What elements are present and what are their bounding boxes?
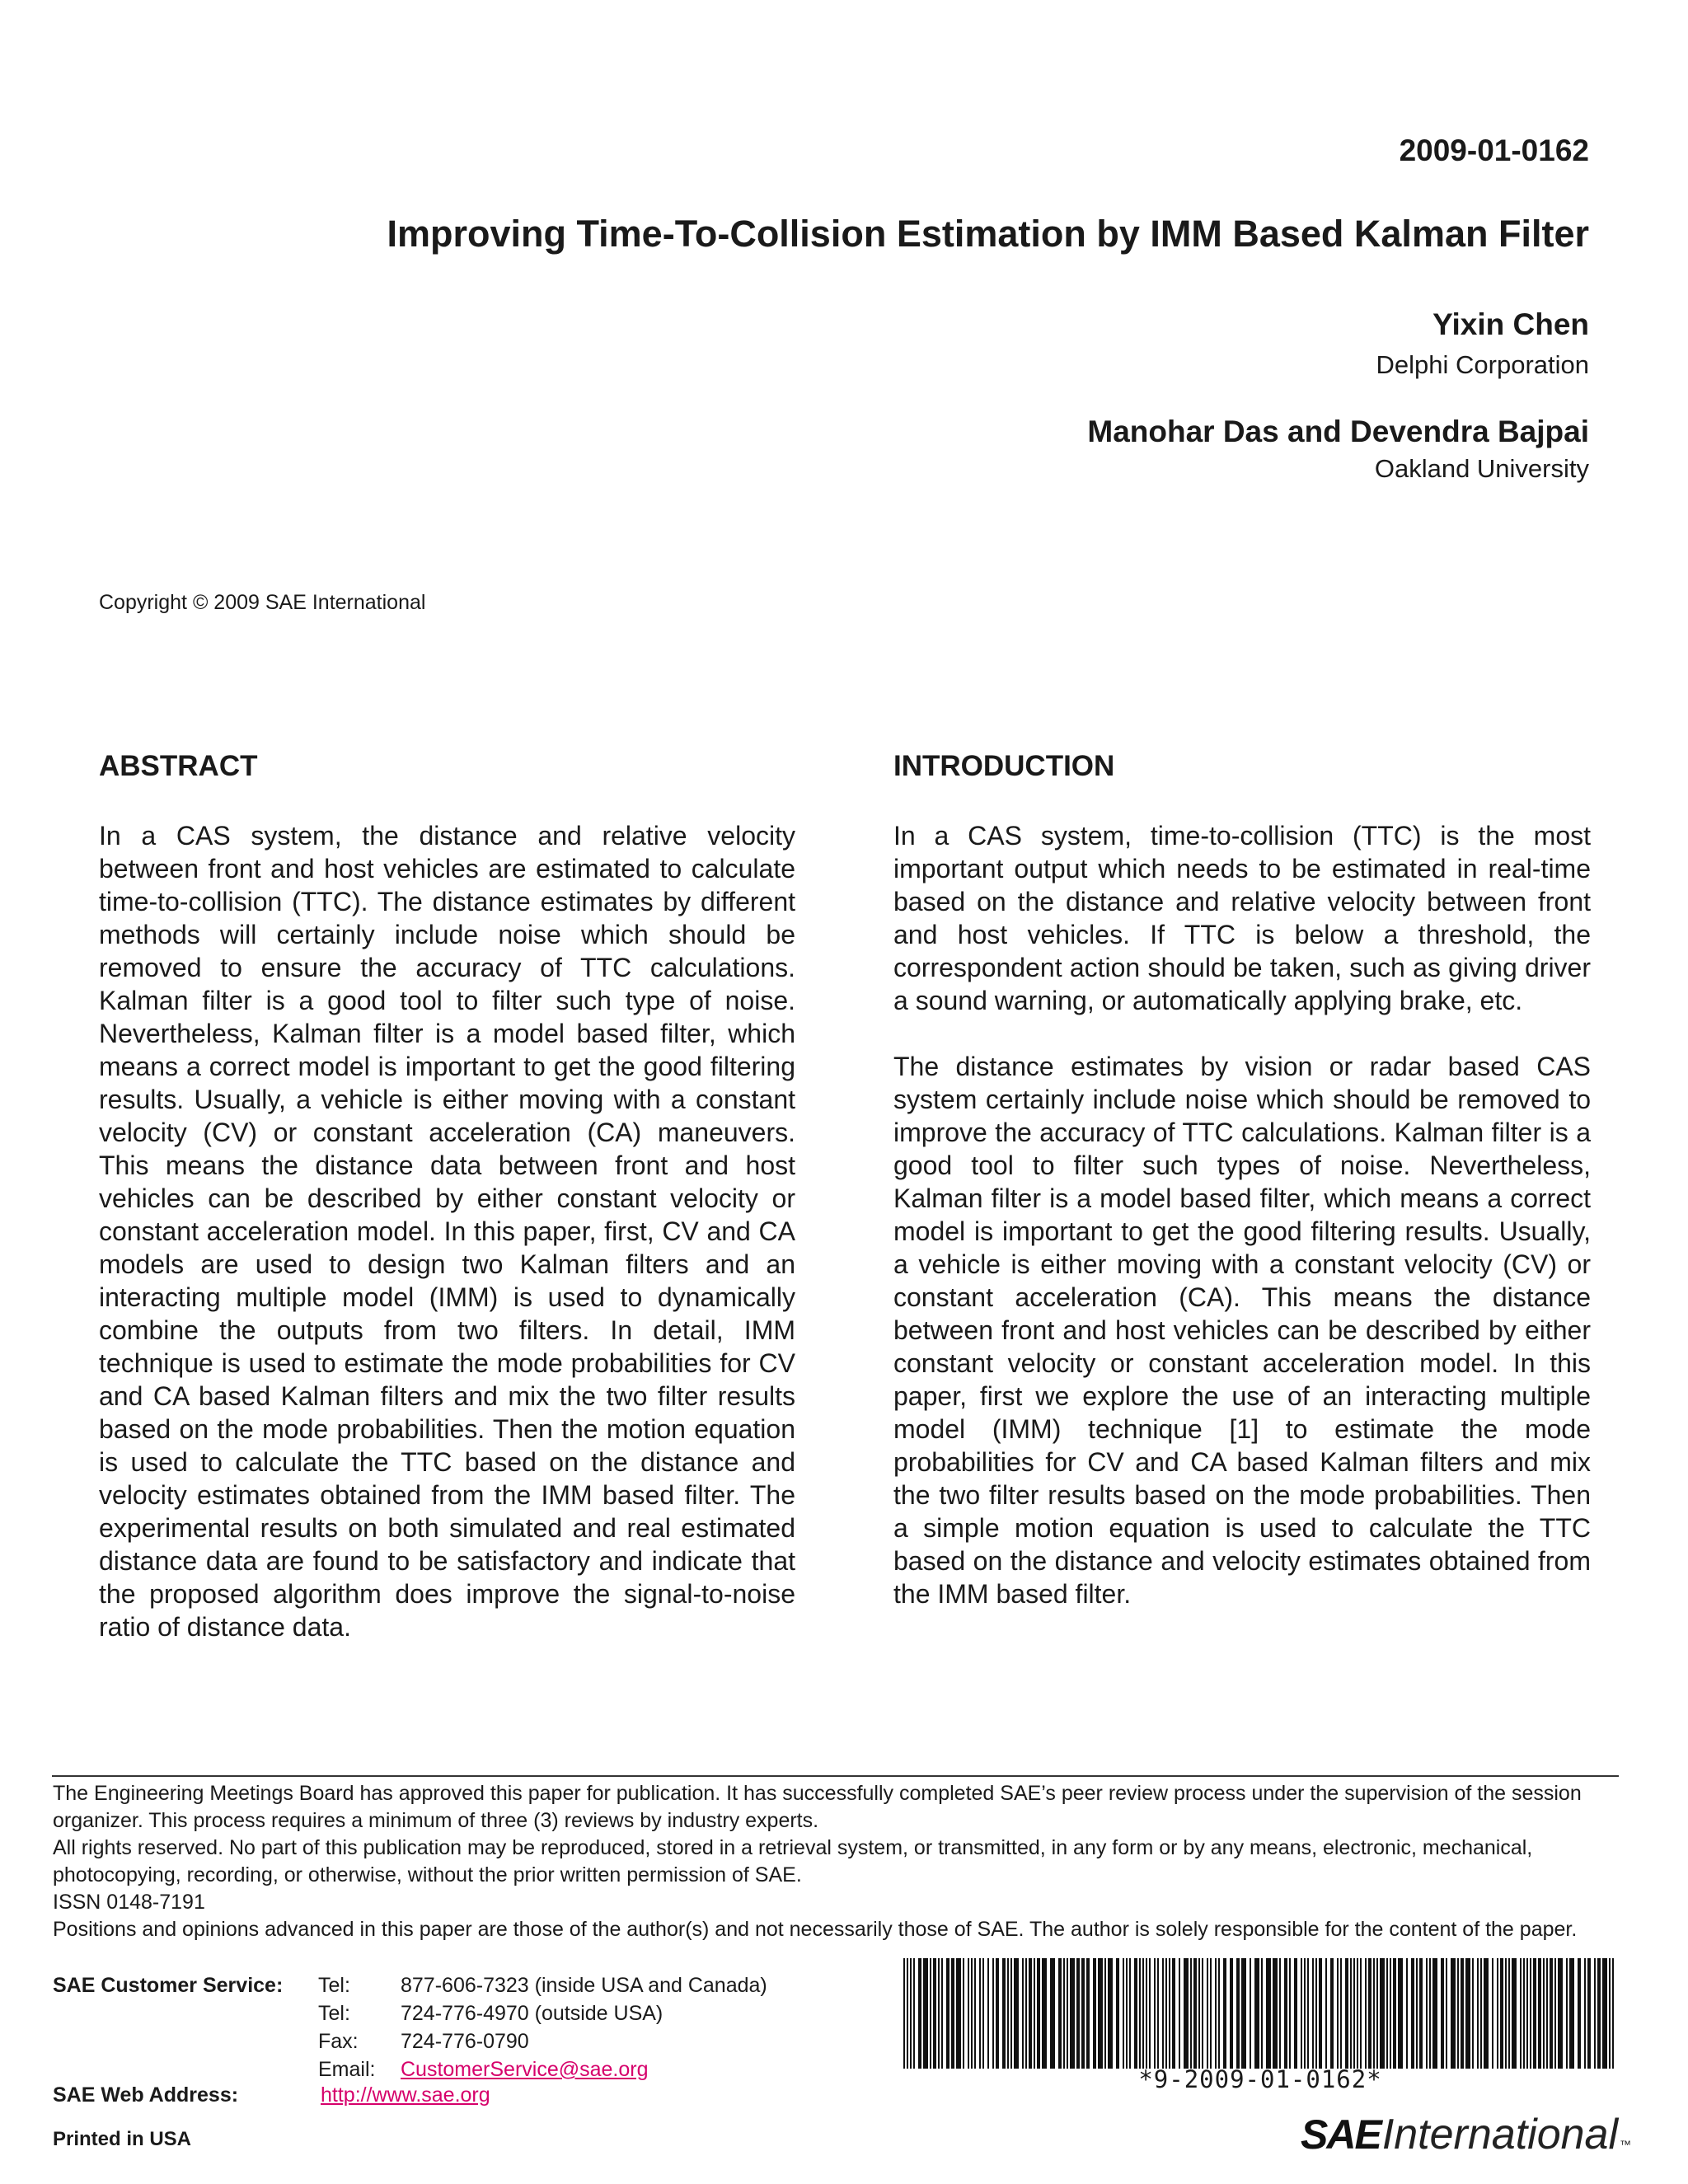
barcode-bar (1223, 1958, 1226, 2069)
barcode-bar (1029, 1958, 1032, 2069)
barcode-bar (1446, 1958, 1447, 2069)
barcode-bar (1261, 1958, 1263, 2069)
footer-divider (52, 1775, 1619, 1777)
barcode-bar (1063, 1958, 1065, 2069)
barcode-bar (1594, 1958, 1596, 2069)
barcode-bar (1508, 1958, 1510, 2069)
tel-number: 877-606-7323 (inside USA and Canada) (401, 1974, 767, 1997)
barcode-bar (1365, 1958, 1367, 2069)
barcode-bar (968, 1958, 969, 2069)
barcode-bar (1058, 1958, 1062, 2069)
barcode-bar (1526, 1958, 1528, 2069)
barcode-bar (1350, 1958, 1352, 2069)
barcode-text: *9-2009-01-0162* (1138, 2065, 1382, 2093)
barcode-bar (1241, 1958, 1246, 2069)
barcode-bar (1612, 1958, 1614, 2069)
barcode-bar (1380, 1958, 1385, 2069)
barcode-bar (1505, 1958, 1507, 2069)
footer-note: The Engineering Meetings Board has approved this paper for publication. It has successfully completed SAE’s peer review process under the supervision of the session organizer. This process requires a minimum of three (3) reviews by industry experts. (53, 1782, 1582, 1832)
barcode-bar (1429, 1958, 1431, 2069)
barcode-bar (1477, 1958, 1479, 2069)
barcode-bar (913, 1958, 915, 2069)
fax-number: 724-776-0790 (401, 2030, 529, 2053)
barcode-bar (1432, 1958, 1437, 2069)
barcode-bar (1007, 1958, 1009, 2069)
barcode-bar (1512, 1958, 1517, 2069)
barcode-bar (1441, 1958, 1444, 2069)
barcode-bar (1386, 1958, 1388, 2069)
barcode-bar (1086, 1958, 1090, 2069)
barcode-bar (1010, 1958, 1012, 2069)
barcode-bar (1393, 1958, 1396, 2069)
barcode-bar (1325, 1958, 1327, 2069)
barcode-bar (1207, 1958, 1208, 2069)
barcode-bar (1319, 1958, 1322, 2069)
author-affiliation: Oakland University (1374, 454, 1589, 483)
barcode-bar (1546, 1958, 1548, 2069)
barcode-bar (1139, 1958, 1141, 2069)
barcode-bar (1289, 1958, 1291, 2069)
barcode-bar (1538, 1958, 1541, 2069)
email-label: Email: (318, 2058, 376, 2081)
barcode-bar (963, 1958, 964, 2069)
paper-title: Improving Time-To-Collision Estimation by IMM Based Kalman Filter (387, 213, 1589, 255)
barcode-bar (987, 1958, 989, 2069)
customer-service-block (53, 1971, 767, 2083)
barcode-bar (1543, 1958, 1545, 2069)
barcode-bar (1037, 1958, 1040, 2069)
barcode-bar (1558, 1958, 1563, 2069)
barcode-bar (1266, 1958, 1271, 2069)
introduction-paragraph: In a CAS system, time-to-collision (TTC) is the most important output which needs to be estimated in real-time based on the distance and relative velocity between front and host vehicles. If TTC is below a threshold, the correspondent action should be taken, such as giving driver a sound warning, or automatically applying brake, etc. (893, 821, 1591, 1015)
barcode-bar (1330, 1958, 1334, 2069)
barcode-bar (1279, 1958, 1281, 2069)
barcode-bar (1368, 1958, 1372, 2069)
barcode-bar (1179, 1958, 1180, 2069)
barcode-bar (1451, 1958, 1456, 2069)
barcode-bar (1376, 1958, 1378, 2069)
barcode-bar (1337, 1958, 1339, 2069)
barcode-bar (1273, 1958, 1278, 2069)
barcode-bar (1360, 1958, 1362, 2069)
barcode-bar (1236, 1958, 1240, 2069)
barcode-bar (933, 1958, 936, 2069)
barcode-bar (1123, 1958, 1124, 2069)
barcode-bar (1457, 1958, 1459, 2069)
barcode-bar (1210, 1958, 1212, 2069)
sae-logo-trademark: ™ (1620, 2138, 1632, 2151)
barcode-bar (1373, 1958, 1375, 2069)
copyright-line: Copyright © 2009 SAE International (99, 591, 426, 614)
barcode-bar (910, 1958, 912, 2069)
barcode-bar (1492, 1958, 1493, 2069)
barcode-bar (1169, 1958, 1170, 2069)
barcode-bar (1129, 1958, 1131, 2069)
barcode-bar (1025, 1958, 1027, 2069)
barcode-bar (1067, 1958, 1068, 2069)
barcode-bar (1480, 1958, 1482, 2069)
barcode-bar (1218, 1958, 1220, 2069)
barcode-bar (1098, 1958, 1103, 2069)
printed-in-label: Printed in USA (53, 2128, 192, 2150)
barcode-bar (971, 1958, 973, 2069)
barcode-bar (1154, 1958, 1156, 2069)
barcode-bar (1340, 1958, 1342, 2069)
barcode (902, 1958, 1619, 2069)
introduction-section (893, 750, 1591, 1643)
barcode-bar (1081, 1958, 1085, 2069)
barcode-bar (1034, 1958, 1035, 2069)
barcode-bar (1157, 1958, 1159, 2069)
paper-number: 2009-01-0162 (1399, 134, 1589, 167)
barcode-bar (1315, 1958, 1317, 2069)
fax-label: Fax: (318, 2030, 359, 2053)
barcode-bar (1554, 1958, 1556, 2069)
barcode-bar (1134, 1958, 1137, 2069)
barcode-bar (1190, 1958, 1192, 2069)
barcode-bar (1345, 1958, 1348, 2069)
barcode-bar (1472, 1958, 1474, 2069)
abstract-heading: ABSTRACT (99, 750, 258, 782)
barcode-bar (1250, 1958, 1251, 2069)
barcode-bar (1419, 1958, 1423, 2069)
barcode-bar (992, 1958, 994, 2069)
tel-number: 724-776-4970 (outside USA) (401, 2002, 663, 2025)
barcode-bar (1426, 1958, 1428, 2069)
barcode-bar (930, 1958, 931, 2069)
barcode-bar (1014, 1958, 1019, 2069)
barcode-bar (923, 1958, 928, 2069)
barcode-bar (1126, 1958, 1128, 2069)
barcode-bar (918, 1958, 921, 2069)
sae-international-logo (1301, 2110, 1631, 2159)
footer-note: All rights reserved. No part of this publication may be reproduced, stored in a retrieval system, or transmitted, in any form or by any means, electronic, mechanical, photocopying, recording, or otherwise, without the prior written permission of SAE. (53, 1836, 1533, 1886)
barcode-bar (1254, 1958, 1259, 2069)
barcode-bar (1149, 1958, 1151, 2069)
barcode-bar (1597, 1958, 1601, 2069)
barcode-bar (1002, 1958, 1006, 2069)
web-address-link[interactable]: http://www.sae.org (321, 2083, 490, 2107)
barcode-bar (1172, 1958, 1175, 2069)
barcode-bar (974, 1958, 976, 2069)
author-affiliation: Delphi Corporation (1376, 350, 1589, 379)
barcode-bar (907, 1958, 908, 2069)
barcode-bar (1076, 1958, 1080, 2069)
barcode-bar (1602, 1958, 1607, 2069)
barcode-bar (1530, 1958, 1531, 2069)
barcode-bar (1390, 1958, 1391, 2069)
barcode-bar (1398, 1958, 1403, 2069)
barcode-bar (941, 1958, 943, 2069)
barcode-bar (1162, 1958, 1164, 2069)
barcode-bar (1184, 1958, 1189, 2069)
footer-notes (53, 1780, 1619, 1943)
barcode-bar (938, 1958, 940, 2069)
tel-label: Tel: (318, 1974, 350, 1997)
barcode-bar (1416, 1958, 1418, 2069)
barcode-bar (1353, 1958, 1355, 2069)
barcode-bar (956, 1958, 961, 2069)
barcode-bar (1587, 1958, 1591, 2069)
barcode-bar (951, 1958, 954, 2069)
tel-label: Tel: (318, 2002, 350, 2025)
barcode-bar (1146, 1958, 1147, 2069)
barcode-bar (1550, 1958, 1553, 2069)
author-name: Manohar Das and Devendra Bajpai (1087, 415, 1589, 448)
author-name: Yixin Chen (1432, 307, 1589, 341)
barcode-bar (1142, 1958, 1144, 2069)
barcode-bar (979, 1958, 981, 2069)
barcode-bar (1533, 1958, 1536, 2069)
barcode-bar (1609, 1958, 1611, 2069)
barcode-bar (1093, 1958, 1096, 2069)
barcode-bar (1461, 1958, 1464, 2069)
barcode-bar (1104, 1958, 1106, 2069)
barcode-bar (1465, 1958, 1470, 2069)
barcode-bar (1116, 1958, 1119, 2069)
barcode-bar (1411, 1958, 1414, 2069)
barcode-bar (1284, 1958, 1287, 2069)
barcode-bar (1569, 1958, 1574, 2069)
footer-note: ISSN 0148-7191 (53, 1891, 205, 1914)
barcode-bar (1230, 1958, 1233, 2069)
barcode-bar (1304, 1958, 1306, 2069)
barcode-bar (1165, 1958, 1167, 2069)
barcode-bar (903, 1958, 905, 2069)
barcode-bar (996, 1958, 999, 2069)
customer-service-label: SAE Customer Service: (53, 1974, 284, 1997)
barcode-bar (1022, 1958, 1024, 2069)
web-address-row (53, 2083, 490, 2107)
barcode-bar (1500, 1958, 1503, 2069)
barcode-bar (1520, 1958, 1522, 2069)
barcode-bar (1050, 1958, 1055, 2069)
introduction-heading: INTRODUCTION (893, 750, 1115, 782)
abstract-text: In a CAS system, the distance and relative velocity between front and host vehicles are estimated to calculate time-to-collision (TTC). The distance estimates by different methods will certainly include noise which should be removed to ensure the accuracy of TTC calculations. Kalman filter is a good tool to filter such type of noise. Nevertheless, Kalman filter is a model based filter, which means a correct model is important to get the good filtering results. Usually, a vehicle is either moving with a constant velocity (CV) or constant acceleration (CA) maneuvers. This means the distance data between front and host vehicles can be described by either constant velocity or constant acceleration model. In this paper, first, CV and CA models are used to design two Kalman filters and an interacting multiple model (IMM) is used to dynamically combine the outputs from two filters. In detail, IMM technique is used to estimate the mode probabilities for CV and CA based Kalman filters and mix the two filter results based on the mode probabilities. Then the motion equation is used to calculate the TTC based on the distance and velocity estimates obtained from the IMM based filter. The experimental results on both simulated and real estimated distance data are found to be satisfactory and indicate that the proposed algorithm does improve the signal-to-noise ratio of distance data. (99, 821, 795, 1642)
web-address-label: SAE Web Address: (53, 2083, 239, 2107)
barcode-bar (1108, 1958, 1113, 2069)
barcode-bar (1584, 1958, 1586, 2069)
sae-logo-word: International (1381, 2111, 1619, 2158)
barcode-bar (1357, 1958, 1358, 2069)
barcode-bar (946, 1958, 950, 2069)
barcode-bar (1497, 1958, 1498, 2069)
barcode-bar (1198, 1958, 1200, 2069)
barcode-bar (1578, 1958, 1581, 2069)
barcode-bar (1566, 1958, 1568, 2069)
barcode-bar (1070, 1958, 1075, 2069)
barcode-bar (1215, 1958, 1217, 2069)
email-link[interactable]: CustomerService@sae.org (401, 2058, 649, 2081)
barcode-bar (1193, 1958, 1197, 2069)
barcode-bar (1307, 1958, 1309, 2069)
barcode-bar (1301, 1958, 1302, 2069)
abstract-section (99, 750, 795, 1676)
barcode-bar (1042, 1958, 1047, 2069)
introduction-paragraph: The distance estimates by vision or radar based CAS system certainly include noise which should be removed to improve the accuracy of TTC calculations. Kalman filter is a good tool to filter such types of noise. Nevertheless, Kalman filter is a model based filter, which means a correct model is important to get the good filtering results. Usually, a vehicle is either moving with a constant velocity (CV) or constant acceleration (CA). This means the distance between front and host vehicles can be described by either constant velocity or constant acceleration model. In this paper, first we explore the use of an interacting multiple model (IMM) technique [1] to estimate the mode probabilities for CV and CA based Kalman filters and mix the two filter results based on the mode probabilities. Then a simple motion equation is used to calculate the TTC based on the distance and velocity estimates obtained from the IMM based filter. (893, 1052, 1591, 1609)
footer-note: Positions and opinions advanced in this paper are those of the author(s) and not necessarily those of SAE. The author is solely responsible for the content of the paper. (53, 1918, 1578, 1941)
barcode-bar (1294, 1958, 1297, 2069)
barcode-bar (1406, 1958, 1408, 2069)
barcode-bar (1484, 1958, 1489, 2069)
barcode-bar (1312, 1958, 1314, 2069)
barcode-bar (1523, 1958, 1525, 2069)
sae-logo-mark: SAE (1301, 2111, 1381, 2158)
barcode-bar (982, 1958, 984, 2069)
barcode-bar (1202, 1958, 1203, 2069)
